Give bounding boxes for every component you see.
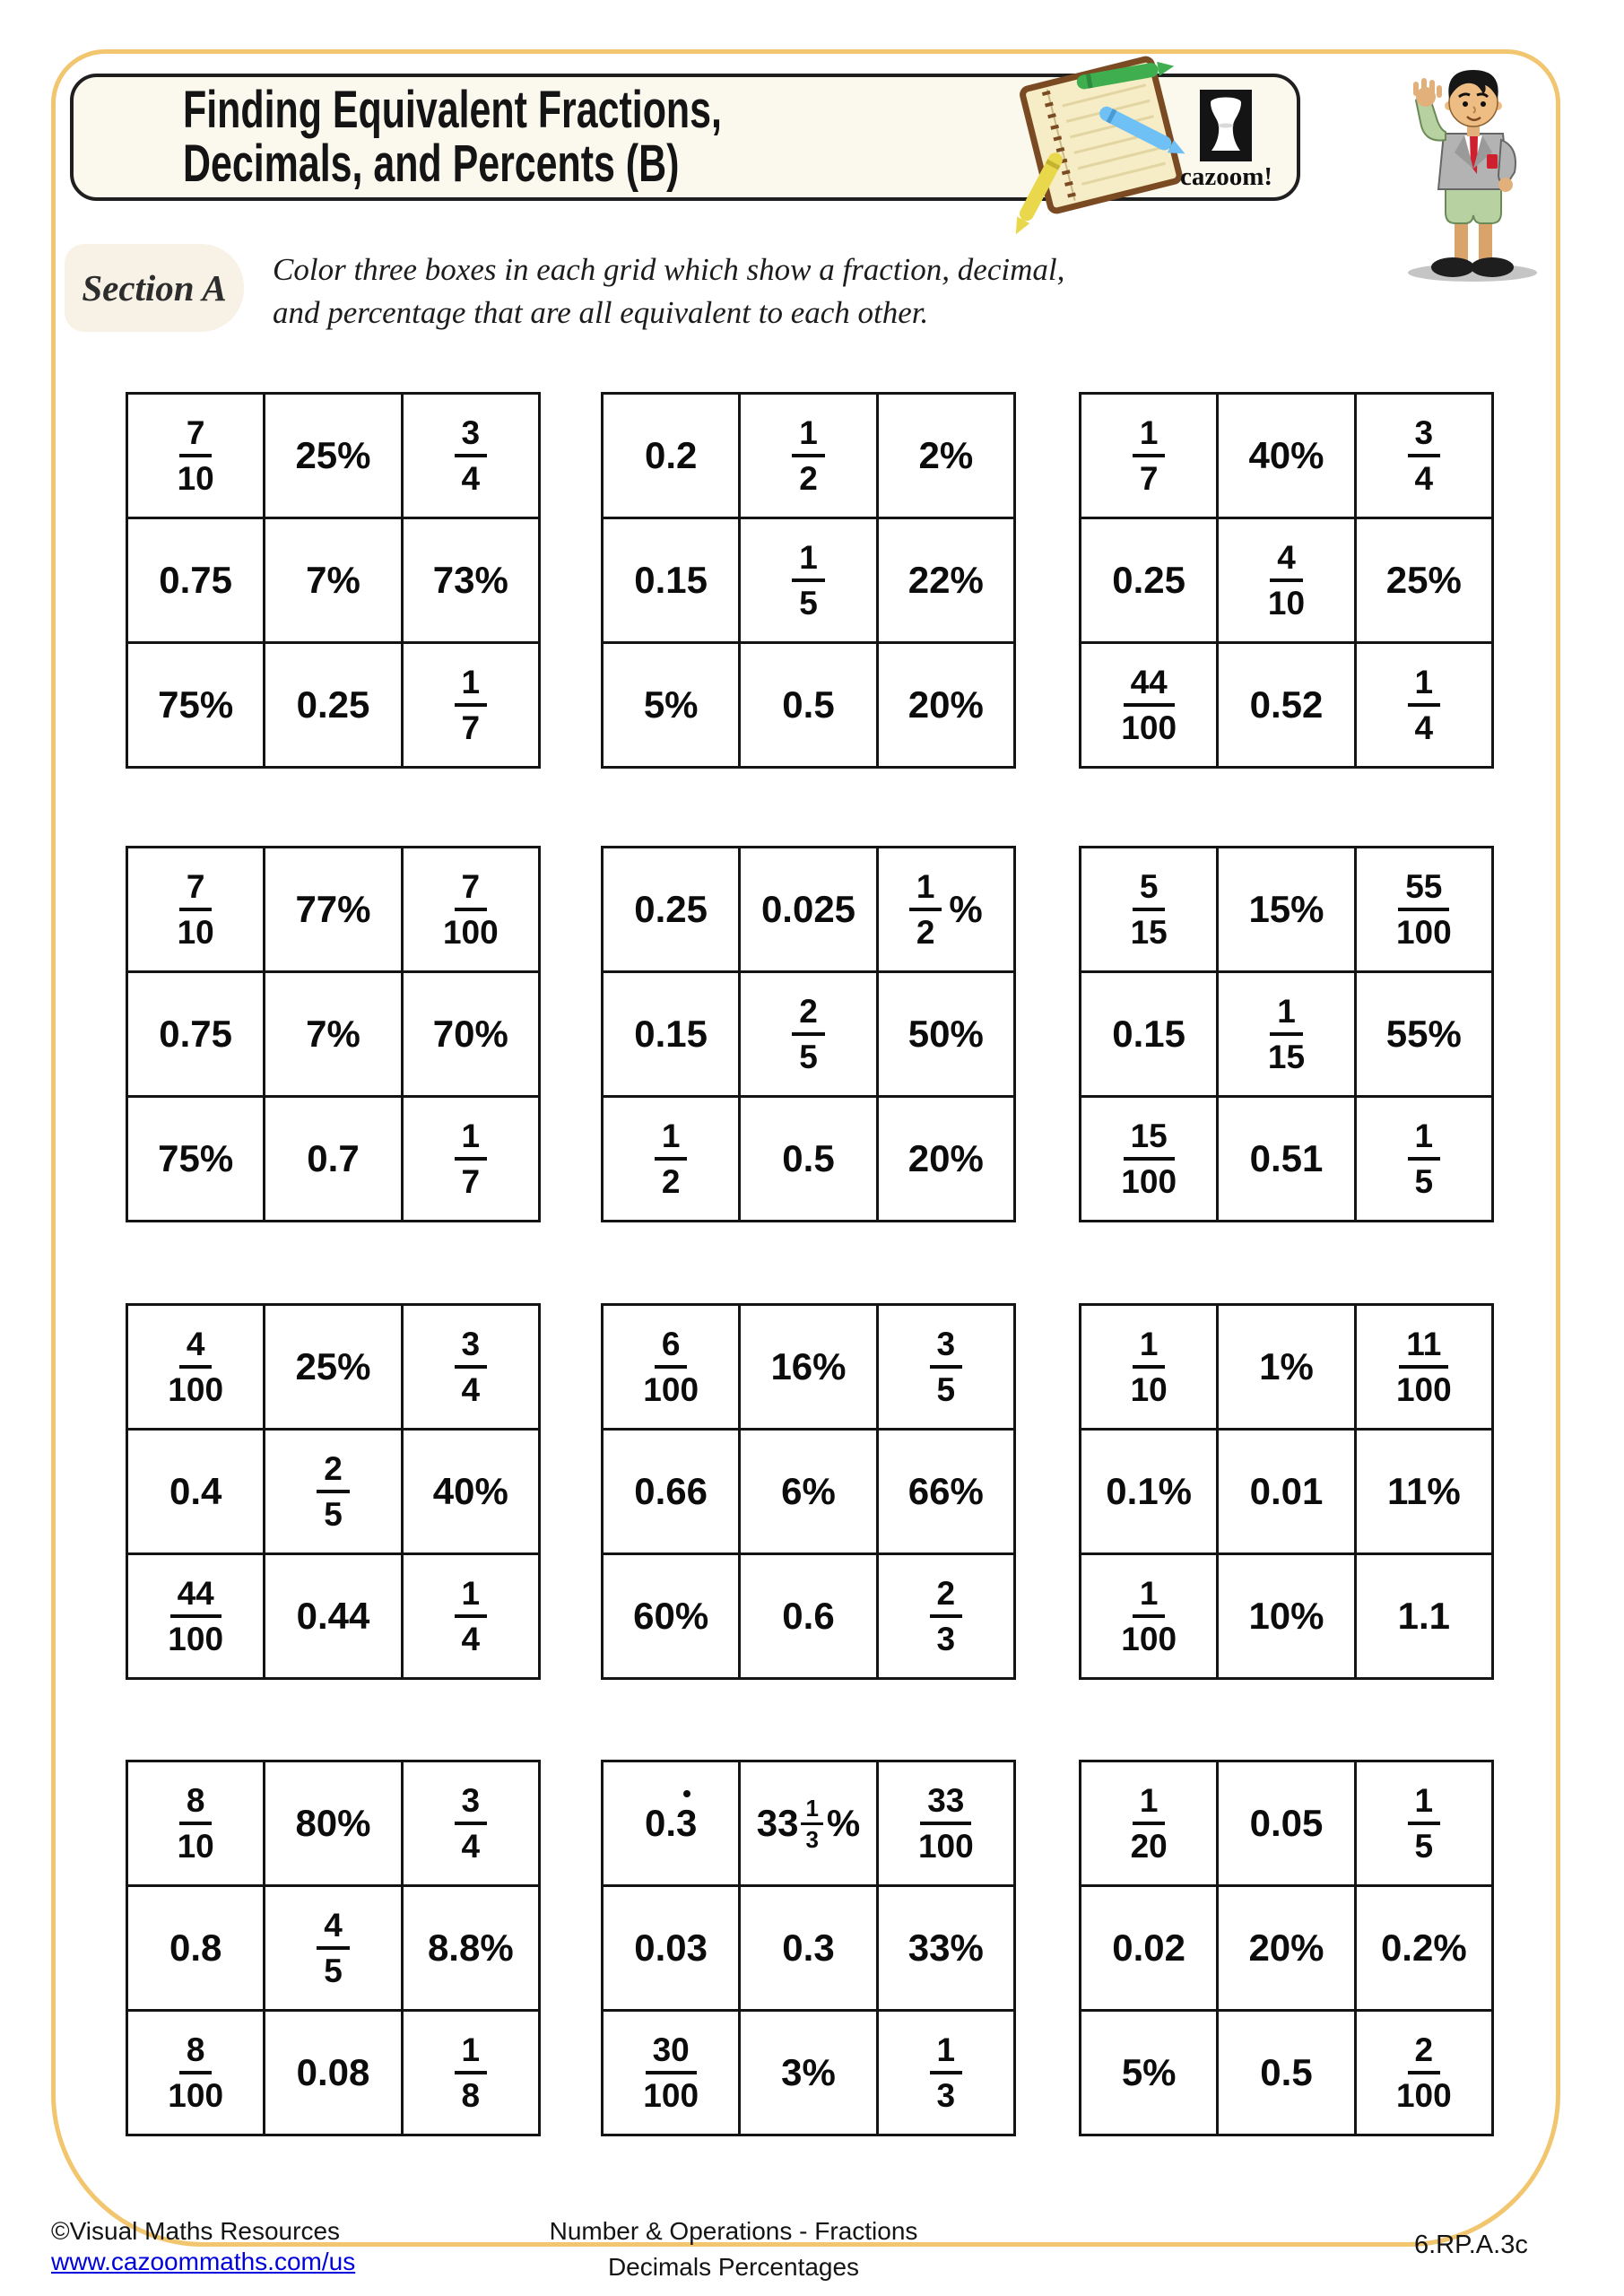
cazoom-logo-text: cazoom! bbox=[1179, 162, 1273, 191]
grid-8-cell-r3c2[interactable]: 0.6 bbox=[741, 1555, 875, 1677]
grid-5-cell-r3c1[interactable] bbox=[604, 1098, 738, 1220]
grid-10-cell-r2c1[interactable]: 0.8 bbox=[128, 1887, 263, 2009]
grid-12-cell-r1c1[interactable] bbox=[1081, 1762, 1216, 1884]
grid-11-cell-r2c1[interactable]: 0.03 bbox=[604, 1887, 738, 2009]
equivalence-grid-4 bbox=[126, 846, 541, 1222]
fraction: $\frac{1}{3}$ bbox=[930, 2033, 963, 2112]
equivalence-grid-3 bbox=[1079, 392, 1494, 769]
grid-12-cell-r3c3[interactable] bbox=[1357, 2012, 1491, 2134]
grid-10-cell-r3c3[interactable] bbox=[404, 2012, 538, 2134]
grid-10-cell-r3c1[interactable] bbox=[128, 2012, 263, 2134]
grid-10-cell-r3c2[interactable]: 0.08 bbox=[265, 2012, 400, 2134]
fraction: $\frac{1}{10}$ bbox=[1130, 1326, 1168, 1408]
fraction: $\frac{1}{2}$ bbox=[655, 1119, 688, 1198]
schoolboy-mascot-icon bbox=[1381, 57, 1560, 282]
grid-5-cell-r1c2[interactable]: 0.025 bbox=[741, 848, 875, 970]
fraction: $\frac{1}{5}$ bbox=[792, 541, 825, 620]
copyright-text: ©Visual Maths Resources bbox=[51, 2217, 341, 2245]
grid-8-cell-r1c2[interactable]: 16% bbox=[741, 1306, 875, 1428]
fraction: $\frac{7}{100}$ bbox=[442, 868, 499, 951]
fraction: $\frac{3}{4}$ bbox=[455, 1784, 488, 1863]
grid-7-cell-r1c2[interactable]: 25% bbox=[265, 1306, 400, 1428]
grid-5-cell-r1c1[interactable]: 0.25 bbox=[604, 848, 738, 970]
fraction: $\frac{3}{4}$ bbox=[1408, 416, 1441, 495]
grid-5-cell-r1c3[interactable]: $\frac{1}{2}$ % bbox=[879, 848, 1013, 970]
fraction: $\frac{1}{8}$ bbox=[455, 2033, 488, 2112]
grid-4-cell-r2c2[interactable]: 7% bbox=[265, 973, 400, 1095]
equivalence-grid-11 bbox=[601, 1760, 1016, 2136]
grid-8-cell-r1c1[interactable] bbox=[604, 1306, 738, 1428]
fraction: $\frac{1}{100}$ bbox=[1121, 1575, 1177, 1657]
page-title-line2: Decimals, and Percents (B) bbox=[183, 135, 680, 193]
section-a-label: Section A bbox=[82, 267, 227, 309]
grid-9-cell-r1c2[interactable]: 1% bbox=[1219, 1306, 1353, 1428]
grid-6-cell-r3c1[interactable] bbox=[1081, 1098, 1216, 1220]
grid-1-cell-r3c2[interactable]: 0.25 bbox=[265, 644, 400, 766]
page-title bbox=[183, 83, 990, 191]
fraction: $\frac{3}{4}$ bbox=[455, 416, 488, 495]
grid-6-cell-r2c2[interactable] bbox=[1219, 973, 1353, 1095]
fraction: $\frac{8}{100}$ bbox=[168, 2031, 224, 2114]
grid-6-cell-r1c1[interactable] bbox=[1081, 848, 1216, 970]
fraction: $\frac{55}{100}$ bbox=[1395, 868, 1452, 951]
recurring-digit: 3 bbox=[676, 1802, 697, 1845]
page-title-line1: Finding Equivalent Fractions, bbox=[183, 81, 722, 139]
grid-8-cell-r2c2[interactable]: 6% bbox=[741, 1431, 875, 1552]
grid-11-cell-r1c3[interactable] bbox=[879, 1762, 1013, 1884]
grid-11-cell-r3c1[interactable] bbox=[604, 2012, 738, 2134]
grid-2-cell-r1c1[interactable]: 0.2 bbox=[604, 395, 738, 517]
grid-3-cell-r1c2[interactable]: 40% bbox=[1219, 395, 1353, 517]
notebook-crayons-art bbox=[1006, 54, 1185, 219]
fraction: $\frac{4}{5}$ bbox=[317, 1909, 350, 1987]
grid-10-cell-r2c2[interactable] bbox=[265, 1887, 400, 2009]
grid-8-cell-r1c3[interactable] bbox=[879, 1306, 1013, 1428]
equivalence-grid-1 bbox=[126, 392, 541, 769]
fraction: $\frac{1}{5}$ bbox=[1408, 1119, 1441, 1198]
grid-1-cell-r2c3[interactable]: 73% bbox=[404, 519, 538, 641]
fraction: $\frac{4}{100}$ bbox=[168, 1326, 224, 1408]
grid-12-cell-r3c2[interactable]: 0.5 bbox=[1219, 2012, 1353, 2134]
fraction: $\frac{2}{5}$ bbox=[317, 1452, 350, 1531]
footer-topic bbox=[433, 2213, 1034, 2285]
grid-8-cell-r2c1[interactable]: 0.66 bbox=[604, 1431, 738, 1552]
grid-1-cell-r1c1[interactable] bbox=[128, 395, 263, 517]
fraction: $\frac{8}{10}$ bbox=[177, 1782, 214, 1865]
grid-10-cell-r2c3[interactable]: 8.8% bbox=[404, 1887, 538, 2009]
fraction: $\frac{6}{100}$ bbox=[643, 1326, 699, 1408]
grid-11-cell-r1c2[interactable]: 33 $\frac{1}{3}$ % bbox=[741, 1762, 875, 1884]
grid-11-cell-r2c2[interactable]: 0.3 bbox=[741, 1887, 875, 2009]
grid-1-cell-r1c2[interactable]: 25% bbox=[265, 395, 400, 517]
cazoom-website-link[interactable]: www.cazoommaths.com/us bbox=[51, 2248, 356, 2275]
grid-9-cell-r3c1[interactable] bbox=[1081, 1555, 1216, 1677]
fraction: $\frac{1}{4}$ bbox=[1408, 665, 1441, 744]
grid-11-cell-r3c2[interactable]: 3% bbox=[741, 2012, 875, 2134]
grid-12-cell-r2c3[interactable]: 0.2% bbox=[1357, 1887, 1491, 2009]
grid-9-cell-r2c1[interactable]: 0.1% bbox=[1081, 1431, 1216, 1552]
footer-topic-line2: Decimals Percentages bbox=[607, 2253, 860, 2281]
grid-9-cell-r2c3[interactable]: 11% bbox=[1357, 1431, 1491, 1552]
grid-8-cell-r2c3[interactable]: 66% bbox=[879, 1431, 1013, 1552]
fraction: $\frac{2}{100}$ bbox=[1395, 2031, 1452, 2114]
grid-8-cell-r3c1[interactable]: 60% bbox=[604, 1555, 738, 1677]
section-a-pill bbox=[65, 244, 244, 332]
grid-2-cell-r1c3[interactable]: 2% bbox=[879, 395, 1013, 517]
fraction: $\frac{1}{7}$ bbox=[455, 665, 488, 744]
grid-2-cell-r3c3[interactable]: 20% bbox=[879, 644, 1013, 766]
grid-3-cell-r2c2[interactable] bbox=[1219, 519, 1353, 641]
grid-4-cell-r2c3[interactable]: 70% bbox=[404, 973, 538, 1095]
fraction: $\frac{7}{10}$ bbox=[177, 414, 214, 497]
equivalence-grid-5 bbox=[601, 846, 1016, 1222]
grid-3-cell-r1c3[interactable] bbox=[1357, 395, 1491, 517]
grid-12-cell-r3c1[interactable]: 5% bbox=[1081, 2012, 1216, 2134]
grid-9-cell-r3c3[interactable]: 1.1 bbox=[1357, 1555, 1491, 1677]
grid-10-cell-r1c2[interactable]: 80% bbox=[265, 1762, 400, 1884]
grid-7-cell-r3c1[interactable] bbox=[128, 1555, 263, 1677]
grid-4-cell-r3c3[interactable] bbox=[404, 1098, 538, 1220]
grid-2-cell-r2c1[interactable]: 0.15 bbox=[604, 519, 738, 641]
grid-12-cell-r2c1[interactable]: 0.02 bbox=[1081, 1887, 1216, 2009]
grid-10-cell-r1c3[interactable] bbox=[404, 1762, 538, 1884]
grid-6-cell-r2c1[interactable]: 0.15 bbox=[1081, 973, 1216, 1095]
grid-2-cell-r3c1[interactable]: 5% bbox=[604, 644, 738, 766]
grid-9-cell-r1c1[interactable] bbox=[1081, 1306, 1216, 1428]
grid-11-cell-r3c3[interactable] bbox=[879, 2012, 1013, 2134]
grid-1-cell-r1c3[interactable] bbox=[404, 395, 538, 517]
instruction-line2: and percentage that are all equivalent to each other. bbox=[273, 295, 929, 330]
grid-6-cell-r1c2[interactable]: 15% bbox=[1219, 848, 1353, 970]
fraction: $\frac{3}{4}$ bbox=[455, 1327, 488, 1406]
grid-4-cell-r3c2[interactable]: 0.7 bbox=[265, 1098, 400, 1220]
equivalence-grid-6 bbox=[1079, 846, 1494, 1222]
grid-7-cell-r2c1[interactable]: 0.4 bbox=[128, 1431, 263, 1552]
grid-4-cell-r2c1[interactable]: 0.75 bbox=[128, 973, 263, 1095]
grid-2-cell-r2c3[interactable]: 22% bbox=[879, 519, 1013, 641]
grid-1-cell-r2c1[interactable]: 0.75 bbox=[128, 519, 263, 641]
grid-7-cell-r3c3[interactable] bbox=[404, 1555, 538, 1677]
fraction: $\frac{1}{5}$ bbox=[1408, 1784, 1441, 1863]
grid-3-cell-r2c3[interactable]: 25% bbox=[1357, 519, 1491, 641]
grid-7-cell-r3c2[interactable]: 0.44 bbox=[265, 1555, 400, 1677]
equivalence-grid-8 bbox=[601, 1303, 1016, 1680]
grid-1-cell-r3c3[interactable] bbox=[404, 644, 538, 766]
grid-12-cell-r2c2[interactable]: 20% bbox=[1219, 1887, 1353, 2009]
grid-8-cell-r3c3[interactable] bbox=[879, 1555, 1013, 1677]
grid-6-cell-r3c3[interactable] bbox=[1357, 1098, 1491, 1220]
grid-12-cell-r1c3[interactable] bbox=[1357, 1762, 1491, 1884]
grid-5-cell-r3c2[interactable]: 0.5 bbox=[741, 1098, 875, 1220]
fraction: $\frac{3}{5}$ bbox=[930, 1327, 963, 1406]
fraction: $\frac{1}{4}$ bbox=[455, 1577, 488, 1656]
grid-9-cell-r3c2[interactable]: 10% bbox=[1219, 1555, 1353, 1677]
grid-9-cell-r1c3[interactable] bbox=[1357, 1306, 1491, 1428]
grid-9-cell-r2c2[interactable]: 0.01 bbox=[1219, 1431, 1353, 1552]
grid-3-cell-r2c1[interactable]: 0.25 bbox=[1081, 519, 1216, 641]
grid-7-cell-r1c1[interactable] bbox=[128, 1306, 263, 1428]
grid-5-cell-r3c3[interactable]: 20% bbox=[879, 1098, 1013, 1220]
fraction: $\frac{44}{100}$ bbox=[168, 1575, 224, 1657]
grid-12-cell-r1c2[interactable]: 0.05 bbox=[1219, 1762, 1353, 1884]
standard-code: 6.RP.A.3c bbox=[1414, 2231, 1528, 2259]
grid-3-cell-r3c3[interactable] bbox=[1357, 644, 1491, 766]
grid-7-cell-r2c2[interactable] bbox=[265, 1431, 400, 1552]
grid-1-cell-r2c2[interactable]: 7% bbox=[265, 519, 400, 641]
grid-6-cell-r1c3[interactable] bbox=[1357, 848, 1491, 970]
fraction: $\frac{33}{100}$ bbox=[917, 1782, 974, 1865]
grid-4-cell-r3c1[interactable]: 75% bbox=[128, 1098, 263, 1220]
grid-7-cell-r1c3[interactable] bbox=[404, 1306, 538, 1428]
grid-5-cell-r2c2[interactable] bbox=[741, 973, 875, 1095]
fraction: $\frac{1}{3}$ bbox=[801, 1796, 822, 1851]
fraction: $\frac{1}{20}$ bbox=[1130, 1782, 1168, 1865]
grid-3-cell-r1c1[interactable] bbox=[1081, 395, 1216, 517]
grid-11-cell-r2c3[interactable]: 33% bbox=[879, 1887, 1013, 2009]
fraction: $\frac{1}{2}$ bbox=[792, 416, 825, 495]
equivalence-grid-7 bbox=[126, 1303, 541, 1680]
grid-6-cell-r3c2[interactable]: 0.51 bbox=[1219, 1098, 1353, 1220]
fraction: $\frac{7}{10}$ bbox=[177, 868, 214, 951]
grid-2-cell-r1c2[interactable] bbox=[741, 395, 875, 517]
fraction: $\frac{1}{7}$ bbox=[455, 1119, 488, 1198]
grid-4-cell-r1c1[interactable] bbox=[128, 848, 263, 970]
fraction: $\frac{15}{100}$ bbox=[1121, 1118, 1177, 1200]
fraction: $\frac{1}{15}$ bbox=[1267, 993, 1306, 1075]
cazoom-logo bbox=[1200, 90, 1252, 161]
fraction: $\frac{5}{15}$ bbox=[1130, 868, 1168, 951]
grid-1-cell-r3c1[interactable]: 75% bbox=[128, 644, 263, 766]
equivalence-grid-2 bbox=[601, 392, 1016, 769]
fraction: $\frac{2}{5}$ bbox=[792, 995, 825, 1074]
fraction: $\frac{4}{10}$ bbox=[1267, 539, 1306, 622]
grid-10-cell-r1c1[interactable] bbox=[128, 1762, 263, 1884]
fraction: $\frac{1}{2}$ bbox=[909, 870, 942, 949]
footer-topic-line1: Number & Operations - Fractions bbox=[549, 2217, 918, 2245]
equivalence-grid-9 bbox=[1079, 1303, 1494, 1680]
fraction: $\frac{30}{100}$ bbox=[643, 2031, 699, 2114]
fraction: $\frac{2}{3}$ bbox=[930, 1577, 963, 1656]
instruction-line1: Color three boxes in each grid which show a fraction, decimal, bbox=[273, 252, 1065, 287]
equivalence-grid-12 bbox=[1079, 1760, 1494, 2136]
fraction: $\frac{11}{100}$ bbox=[1395, 1326, 1452, 1408]
instruction-text bbox=[273, 248, 1098, 335]
fraction: $\frac{1}{7}$ bbox=[1133, 416, 1166, 495]
grid-11-cell-r1c1[interactable]: 0.3 bbox=[604, 1762, 738, 1884]
grid-6-cell-r2c3[interactable]: 55% bbox=[1357, 973, 1491, 1095]
grid-7-cell-r2c3[interactable]: 40% bbox=[404, 1431, 538, 1552]
grid-3-cell-r3c2[interactable]: 0.52 bbox=[1219, 644, 1353, 766]
fraction: $\frac{44}{100}$ bbox=[1121, 664, 1177, 746]
grid-4-cell-r1c3[interactable] bbox=[404, 848, 538, 970]
drum-icon bbox=[1200, 90, 1252, 161]
equivalence-grid-10 bbox=[126, 1760, 541, 2136]
grid-2-cell-r2c2[interactable] bbox=[741, 519, 875, 641]
grid-5-cell-r2c1[interactable]: 0.15 bbox=[604, 973, 738, 1095]
grid-5-cell-r2c3[interactable]: 50% bbox=[879, 973, 1013, 1095]
grid-4-cell-r1c2[interactable]: 77% bbox=[265, 848, 400, 970]
grid-2-cell-r3c2[interactable]: 0.5 bbox=[741, 644, 875, 766]
grid-3-cell-r3c1[interactable] bbox=[1081, 644, 1216, 766]
